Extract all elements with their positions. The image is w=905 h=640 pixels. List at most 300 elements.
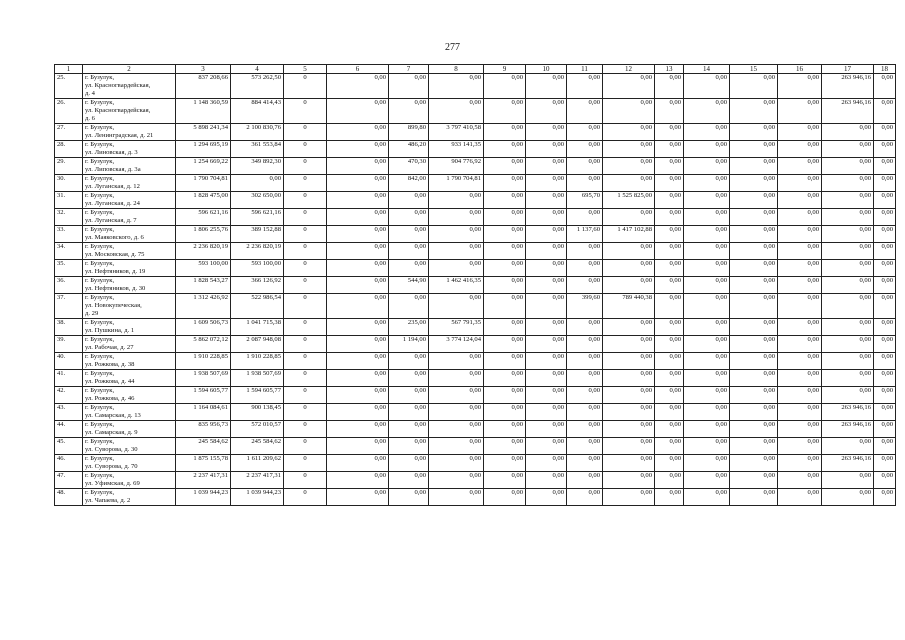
cell-col-9: 0,00 bbox=[484, 387, 526, 404]
cell-col-18: 0,00 bbox=[874, 141, 896, 158]
cell-col-5: 0 bbox=[284, 124, 327, 141]
cell-col-5: 0 bbox=[284, 370, 327, 387]
cell-col-7: 0,00 bbox=[389, 294, 429, 319]
address-line: ул. Рожкова, д. 46 bbox=[85, 395, 135, 402]
cell-col-17: 0,00 bbox=[822, 141, 874, 158]
cell-col-7: 1 194,00 bbox=[389, 336, 429, 353]
row-number: 30. bbox=[55, 175, 83, 192]
address-line: г. Бузулук, bbox=[85, 243, 115, 250]
cell-col-7: 0,00 bbox=[389, 209, 429, 226]
cell-col-5: 0 bbox=[284, 489, 327, 506]
cell-col-5: 0 bbox=[284, 387, 327, 404]
cell-col-6: 0,00 bbox=[327, 243, 389, 260]
cell-col-18: 0,00 bbox=[874, 209, 896, 226]
row-number: 46. bbox=[55, 455, 83, 472]
table-row bbox=[55, 260, 896, 277]
cell-col-13: 0,00 bbox=[655, 192, 684, 209]
address-line: ул. Суворова, д. 70 bbox=[85, 463, 138, 470]
cell-col-14: 0,00 bbox=[684, 260, 730, 277]
cell-col-10: 0,00 bbox=[526, 277, 567, 294]
table-row bbox=[55, 353, 896, 370]
cell-col-17: 0,00 bbox=[822, 175, 874, 192]
cell-col-18: 0,00 bbox=[874, 74, 896, 99]
cell-col-4: 1 910 228,85 bbox=[231, 353, 284, 370]
cell-col-18: 0,00 bbox=[874, 175, 896, 192]
address-line: г. Бузулук, bbox=[85, 277, 115, 284]
cell-col-6: 0,00 bbox=[327, 489, 389, 506]
cell-col-4: 349 892,30 bbox=[231, 158, 284, 175]
cell-col-6: 0,00 bbox=[327, 74, 389, 99]
cell-col-8: 0,00 bbox=[429, 387, 484, 404]
cell-col-4: 1 594 605,77 bbox=[231, 387, 284, 404]
cell-col-12: 0,00 bbox=[603, 421, 655, 438]
address-line: г. Бузулук, bbox=[85, 226, 115, 233]
cell-col-9: 0,00 bbox=[484, 489, 526, 506]
cell-col-16: 0,00 bbox=[778, 141, 822, 158]
cell-col-10: 0,00 bbox=[526, 421, 567, 438]
address-cell bbox=[83, 387, 176, 404]
cell-col-10: 0,00 bbox=[526, 192, 567, 209]
address-line: ул. Линовская, д. 3 bbox=[85, 149, 138, 156]
cell-col-7: 842,00 bbox=[389, 175, 429, 192]
cell-col-16: 0,00 bbox=[778, 319, 822, 336]
cell-col-15: 0,00 bbox=[730, 353, 778, 370]
table-row bbox=[55, 472, 896, 489]
table-row bbox=[55, 158, 896, 175]
cell-col-12: 0,00 bbox=[603, 455, 655, 472]
cell-col-14: 0,00 bbox=[684, 336, 730, 353]
cell-col-10: 0,00 bbox=[526, 209, 567, 226]
cell-col-8: 1 462 416,35 bbox=[429, 277, 484, 294]
cell-col-6: 0,00 bbox=[327, 158, 389, 175]
cell-col-4: 900 138,45 bbox=[231, 404, 284, 421]
address-cell bbox=[83, 74, 176, 99]
cell-col-15: 0,00 bbox=[730, 294, 778, 319]
address-line: г. Бузулук, bbox=[85, 74, 115, 81]
column-header-15: 15 bbox=[730, 65, 778, 74]
cell-col-14: 0,00 bbox=[684, 226, 730, 243]
cell-col-11: 0,00 bbox=[567, 438, 603, 455]
cell-col-9: 0,00 bbox=[484, 175, 526, 192]
cell-col-12: 0,00 bbox=[603, 336, 655, 353]
cell-col-8: 0,00 bbox=[429, 209, 484, 226]
cell-col-9: 0,00 bbox=[484, 438, 526, 455]
cell-col-9: 0,00 bbox=[484, 421, 526, 438]
cell-col-9: 0,00 bbox=[484, 336, 526, 353]
cell-col-8: 3 774 124,04 bbox=[429, 336, 484, 353]
address-cell bbox=[83, 124, 176, 141]
table-row bbox=[55, 209, 896, 226]
address-cell bbox=[83, 336, 176, 353]
cell-col-13: 0,00 bbox=[655, 158, 684, 175]
cell-col-4: 573 262,50 bbox=[231, 74, 284, 99]
cell-col-10: 0,00 bbox=[526, 99, 567, 124]
table-row bbox=[55, 421, 896, 438]
address-line: ул. Луганская, д. 24 bbox=[85, 200, 140, 207]
address-cell bbox=[83, 158, 176, 175]
cell-col-18: 0,00 bbox=[874, 260, 896, 277]
cell-col-13: 0,00 bbox=[655, 387, 684, 404]
cell-col-16: 0,00 bbox=[778, 370, 822, 387]
cell-col-8: 933 141,35 bbox=[429, 141, 484, 158]
cell-col-17: 0,00 bbox=[822, 387, 874, 404]
table-row bbox=[55, 175, 896, 192]
cell-col-3: 1 806 255,76 bbox=[176, 226, 231, 243]
cell-col-4: 2 236 820,19 bbox=[231, 243, 284, 260]
cell-col-12: 0,00 bbox=[603, 404, 655, 421]
column-header-2: 2 bbox=[83, 65, 176, 74]
data-table bbox=[54, 64, 896, 506]
cell-col-8: 0,00 bbox=[429, 489, 484, 506]
cell-col-5: 0 bbox=[284, 260, 327, 277]
cell-col-16: 0,00 bbox=[778, 192, 822, 209]
cell-col-11: 399,60 bbox=[567, 294, 603, 319]
address-line: ул. Ленинградская, д. 21 bbox=[85, 132, 154, 139]
cell-col-10: 0,00 bbox=[526, 243, 567, 260]
row-number: 40. bbox=[55, 353, 83, 370]
cell-col-13: 0,00 bbox=[655, 370, 684, 387]
address-line: ул. Маяковского, д. 6 bbox=[85, 234, 144, 241]
row-number: 48. bbox=[55, 489, 83, 506]
cell-col-14: 0,00 bbox=[684, 192, 730, 209]
table-row bbox=[55, 277, 896, 294]
table-row bbox=[55, 404, 896, 421]
cell-col-6: 0,00 bbox=[327, 99, 389, 124]
cell-col-16: 0,00 bbox=[778, 421, 822, 438]
row-number: 44. bbox=[55, 421, 83, 438]
cell-col-13: 0,00 bbox=[655, 455, 684, 472]
cell-col-17: 0,00 bbox=[822, 353, 874, 370]
cell-col-14: 0,00 bbox=[684, 99, 730, 124]
column-header-7: 7 bbox=[389, 65, 429, 74]
cell-col-17: 0,00 bbox=[822, 370, 874, 387]
cell-col-3: 1 039 944,23 bbox=[176, 489, 231, 506]
cell-col-17: 263 946,16 bbox=[822, 455, 874, 472]
cell-col-12: 1 417 102,88 bbox=[603, 226, 655, 243]
address-cell bbox=[83, 226, 176, 243]
cell-col-6: 0,00 bbox=[327, 192, 389, 209]
column-header-3: 3 bbox=[176, 65, 231, 74]
column-header-12: 12 bbox=[603, 65, 655, 74]
cell-col-10: 0,00 bbox=[526, 141, 567, 158]
address-line: г. Бузулук, bbox=[85, 370, 115, 377]
address-line: ул. Московская, д. 75 bbox=[85, 251, 145, 258]
cell-col-15: 0,00 bbox=[730, 336, 778, 353]
row-number: 35. bbox=[55, 260, 83, 277]
row-number: 38. bbox=[55, 319, 83, 336]
cell-col-16: 0,00 bbox=[778, 438, 822, 455]
cell-col-5: 0 bbox=[284, 209, 327, 226]
cell-col-16: 0,00 bbox=[778, 353, 822, 370]
table-row bbox=[55, 370, 896, 387]
cell-col-3: 245 584,62 bbox=[176, 438, 231, 455]
cell-col-18: 0,00 bbox=[874, 124, 896, 141]
cell-col-14: 0,00 bbox=[684, 243, 730, 260]
address-line: г. Бузулук, bbox=[85, 192, 115, 199]
column-header-4: 4 bbox=[231, 65, 284, 74]
cell-col-15: 0,00 bbox=[730, 209, 778, 226]
cell-col-18: 0,00 bbox=[874, 387, 896, 404]
address-cell bbox=[83, 472, 176, 489]
row-number: 47. bbox=[55, 472, 83, 489]
cell-col-3: 1 790 704,81 bbox=[176, 175, 231, 192]
cell-col-7: 0,00 bbox=[389, 226, 429, 243]
address-line: г. Бузулук, bbox=[85, 260, 115, 267]
cell-col-14: 0,00 bbox=[684, 472, 730, 489]
row-number: 34. bbox=[55, 243, 83, 260]
cell-col-11: 0,00 bbox=[567, 74, 603, 99]
cell-col-9: 0,00 bbox=[484, 243, 526, 260]
table-row bbox=[55, 124, 896, 141]
address-line: г. Бузулук, bbox=[85, 438, 115, 445]
cell-col-6: 0,00 bbox=[327, 336, 389, 353]
cell-col-10: 0,00 bbox=[526, 438, 567, 455]
cell-col-6: 0,00 bbox=[327, 260, 389, 277]
cell-col-18: 0,00 bbox=[874, 243, 896, 260]
row-number: 27. bbox=[55, 124, 83, 141]
cell-col-5: 0 bbox=[284, 421, 327, 438]
address-cell bbox=[83, 370, 176, 387]
cell-col-11: 0,00 bbox=[567, 489, 603, 506]
cell-col-15: 0,00 bbox=[730, 124, 778, 141]
cell-col-12: 0,00 bbox=[603, 260, 655, 277]
address-line: ул. Суворова, д. 30 bbox=[85, 446, 138, 453]
cell-col-14: 0,00 bbox=[684, 438, 730, 455]
row-number: 42. bbox=[55, 387, 83, 404]
address-line: г. Бузулук, bbox=[85, 209, 115, 216]
cell-col-7: 0,00 bbox=[389, 99, 429, 124]
cell-col-14: 0,00 bbox=[684, 74, 730, 99]
cell-col-9: 0,00 bbox=[484, 455, 526, 472]
cell-col-3: 596 621,16 bbox=[176, 209, 231, 226]
cell-col-3: 1 594 605,77 bbox=[176, 387, 231, 404]
cell-col-13: 0,00 bbox=[655, 124, 684, 141]
cell-col-11: 0,00 bbox=[567, 99, 603, 124]
cell-col-8: 0,00 bbox=[429, 192, 484, 209]
cell-col-18: 0,00 bbox=[874, 421, 896, 438]
cell-col-3: 835 956,73 bbox=[176, 421, 231, 438]
cell-col-6: 0,00 bbox=[327, 438, 389, 455]
table-row bbox=[55, 192, 896, 209]
cell-col-15: 0,00 bbox=[730, 277, 778, 294]
cell-col-18: 0,00 bbox=[874, 158, 896, 175]
cell-col-4: 522 986,54 bbox=[231, 294, 284, 319]
cell-col-17: 263 946,16 bbox=[822, 74, 874, 99]
row-number: 25. bbox=[55, 74, 83, 99]
address-line: г. Бузулук, bbox=[85, 387, 115, 394]
address-line: г. Бузулук, bbox=[85, 294, 115, 301]
cell-col-7: 486,20 bbox=[389, 141, 429, 158]
cell-col-12: 0,00 bbox=[603, 99, 655, 124]
address-line: ул. Новокупеческая, bbox=[85, 302, 142, 309]
cell-col-14: 0,00 bbox=[684, 353, 730, 370]
cell-col-9: 0,00 bbox=[484, 404, 526, 421]
cell-col-15: 0,00 bbox=[730, 226, 778, 243]
table-row bbox=[55, 336, 896, 353]
cell-col-7: 470,30 bbox=[389, 158, 429, 175]
cell-col-4: 245 584,62 bbox=[231, 438, 284, 455]
cell-col-14: 0,00 bbox=[684, 421, 730, 438]
cell-col-16: 0,00 bbox=[778, 404, 822, 421]
cell-col-6: 0,00 bbox=[327, 209, 389, 226]
cell-col-3: 1 164 084,61 bbox=[176, 404, 231, 421]
cell-col-7: 0,00 bbox=[389, 243, 429, 260]
cell-col-16: 0,00 bbox=[778, 99, 822, 124]
cell-col-18: 0,00 bbox=[874, 277, 896, 294]
cell-col-18: 0,00 bbox=[874, 404, 896, 421]
cell-col-7: 0,00 bbox=[389, 404, 429, 421]
cell-col-4: 572 010,57 bbox=[231, 421, 284, 438]
column-header-10: 10 bbox=[526, 65, 567, 74]
cell-col-18: 0,00 bbox=[874, 319, 896, 336]
cell-col-16: 0,00 bbox=[778, 226, 822, 243]
cell-col-17: 0,00 bbox=[822, 226, 874, 243]
cell-col-5: 0 bbox=[284, 277, 327, 294]
table-row bbox=[55, 99, 896, 124]
cell-col-9: 0,00 bbox=[484, 124, 526, 141]
cell-col-17: 0,00 bbox=[822, 277, 874, 294]
cell-col-10: 0,00 bbox=[526, 404, 567, 421]
address-line: ул. Уфимская, д. 69 bbox=[85, 480, 140, 487]
cell-col-7: 0,00 bbox=[389, 370, 429, 387]
cell-col-17: 0,00 bbox=[822, 438, 874, 455]
cell-col-13: 0,00 bbox=[655, 243, 684, 260]
column-header-5: 5 bbox=[284, 65, 327, 74]
cell-col-9: 0,00 bbox=[484, 353, 526, 370]
cell-col-9: 0,00 bbox=[484, 319, 526, 336]
header-row bbox=[55, 65, 896, 74]
cell-col-12: 0,00 bbox=[603, 370, 655, 387]
cell-col-5: 0 bbox=[284, 336, 327, 353]
cell-col-15: 0,00 bbox=[730, 489, 778, 506]
cell-col-6: 0,00 bbox=[327, 319, 389, 336]
cell-col-6: 0,00 bbox=[327, 124, 389, 141]
cell-col-16: 0,00 bbox=[778, 243, 822, 260]
address-line: г. Бузулук, bbox=[85, 158, 115, 165]
cell-col-15: 0,00 bbox=[730, 260, 778, 277]
cell-col-14: 0,00 bbox=[684, 141, 730, 158]
cell-col-9: 0,00 bbox=[484, 370, 526, 387]
cell-col-8: 0,00 bbox=[429, 260, 484, 277]
cell-col-6: 0,00 bbox=[327, 277, 389, 294]
cell-col-17: 0,00 bbox=[822, 336, 874, 353]
address-line: д. 29 bbox=[85, 310, 99, 317]
cell-col-13: 0,00 bbox=[655, 209, 684, 226]
cell-col-7: 0,00 bbox=[389, 74, 429, 99]
address-cell bbox=[83, 209, 176, 226]
cell-col-13: 0,00 bbox=[655, 141, 684, 158]
cell-col-11: 0,00 bbox=[567, 387, 603, 404]
cell-col-4: 2 237 417,31 bbox=[231, 472, 284, 489]
cell-col-14: 0,00 bbox=[684, 209, 730, 226]
cell-col-14: 0,00 bbox=[684, 277, 730, 294]
address-line: г. Бузулук, bbox=[85, 175, 115, 182]
cell-col-7: 0,00 bbox=[389, 489, 429, 506]
cell-col-14: 0,00 bbox=[684, 175, 730, 192]
cell-col-17: 0,00 bbox=[822, 158, 874, 175]
cell-col-11: 0,00 bbox=[567, 158, 603, 175]
cell-col-9: 0,00 bbox=[484, 99, 526, 124]
cell-col-9: 0,00 bbox=[484, 260, 526, 277]
cell-col-18: 0,00 bbox=[874, 192, 896, 209]
cell-col-18: 0,00 bbox=[874, 353, 896, 370]
cell-col-8: 904 776,92 bbox=[429, 158, 484, 175]
row-number: 45. bbox=[55, 438, 83, 455]
cell-col-11: 0,00 bbox=[567, 370, 603, 387]
cell-col-16: 0,00 bbox=[778, 489, 822, 506]
address-line: ул. Красногвардейская, bbox=[85, 82, 151, 89]
cell-col-9: 0,00 bbox=[484, 74, 526, 99]
address-line: г. Бузулук, bbox=[85, 472, 115, 479]
cell-col-7: 0,00 bbox=[389, 387, 429, 404]
table-row bbox=[55, 319, 896, 336]
cell-col-14: 0,00 bbox=[684, 370, 730, 387]
cell-col-18: 0,00 bbox=[874, 472, 896, 489]
cell-col-16: 0,00 bbox=[778, 294, 822, 319]
cell-col-18: 0,00 bbox=[874, 99, 896, 124]
column-header-16: 16 bbox=[778, 65, 822, 74]
cell-col-16: 0,00 bbox=[778, 277, 822, 294]
address-line: г. Бузулук, bbox=[85, 421, 115, 428]
row-number: 41. bbox=[55, 370, 83, 387]
address-cell bbox=[83, 99, 176, 124]
cell-col-13: 0,00 bbox=[655, 319, 684, 336]
cell-col-11: 0,00 bbox=[567, 404, 603, 421]
cell-col-4: 389 152,88 bbox=[231, 226, 284, 243]
address-line: г. Бузулук, bbox=[85, 124, 115, 131]
cell-col-7: 0,00 bbox=[389, 438, 429, 455]
cell-col-3: 1 312 426,92 bbox=[176, 294, 231, 319]
cell-col-11: 0,00 bbox=[567, 277, 603, 294]
cell-col-17: 0,00 bbox=[822, 192, 874, 209]
cell-col-10: 0,00 bbox=[526, 472, 567, 489]
cell-col-9: 0,00 bbox=[484, 158, 526, 175]
table-row bbox=[55, 243, 896, 260]
cell-col-18: 0,00 bbox=[874, 336, 896, 353]
cell-col-4: 593 100,00 bbox=[231, 260, 284, 277]
cell-col-12: 0,00 bbox=[603, 489, 655, 506]
cell-col-16: 0,00 bbox=[778, 209, 822, 226]
address-line: г. Бузулук, bbox=[85, 336, 115, 343]
address-line: ул. Чапаева, д. 2 bbox=[85, 497, 131, 504]
cell-col-4: 1 039 944,23 bbox=[231, 489, 284, 506]
address-cell bbox=[83, 421, 176, 438]
address-cell bbox=[83, 353, 176, 370]
cell-col-17: 0,00 bbox=[822, 243, 874, 260]
cell-col-3: 1 294 695,19 bbox=[176, 141, 231, 158]
cell-col-7: 0,00 bbox=[389, 421, 429, 438]
cell-col-12: 0,00 bbox=[603, 277, 655, 294]
cell-col-14: 0,00 bbox=[684, 294, 730, 319]
address-line: ул. Самарская, д. 13 bbox=[85, 412, 141, 419]
table-body bbox=[55, 74, 896, 506]
cell-col-5: 0 bbox=[284, 141, 327, 158]
cell-col-16: 0,00 bbox=[778, 158, 822, 175]
cell-col-12: 0,00 bbox=[603, 158, 655, 175]
cell-col-17: 0,00 bbox=[822, 472, 874, 489]
cell-col-10: 0,00 bbox=[526, 158, 567, 175]
address-line: ул. Пушкина, д. 1 bbox=[85, 327, 135, 334]
address-line: г. Бузулук, bbox=[85, 455, 115, 462]
cell-col-15: 0,00 bbox=[730, 158, 778, 175]
cell-col-3: 2 236 820,19 bbox=[176, 243, 231, 260]
cell-col-12: 0,00 bbox=[603, 387, 655, 404]
cell-col-8: 3 797 410,58 bbox=[429, 124, 484, 141]
cell-col-12: 0,00 bbox=[603, 438, 655, 455]
cell-col-16: 0,00 bbox=[778, 124, 822, 141]
cell-col-10: 0,00 bbox=[526, 260, 567, 277]
cell-col-11: 0,00 bbox=[567, 175, 603, 192]
